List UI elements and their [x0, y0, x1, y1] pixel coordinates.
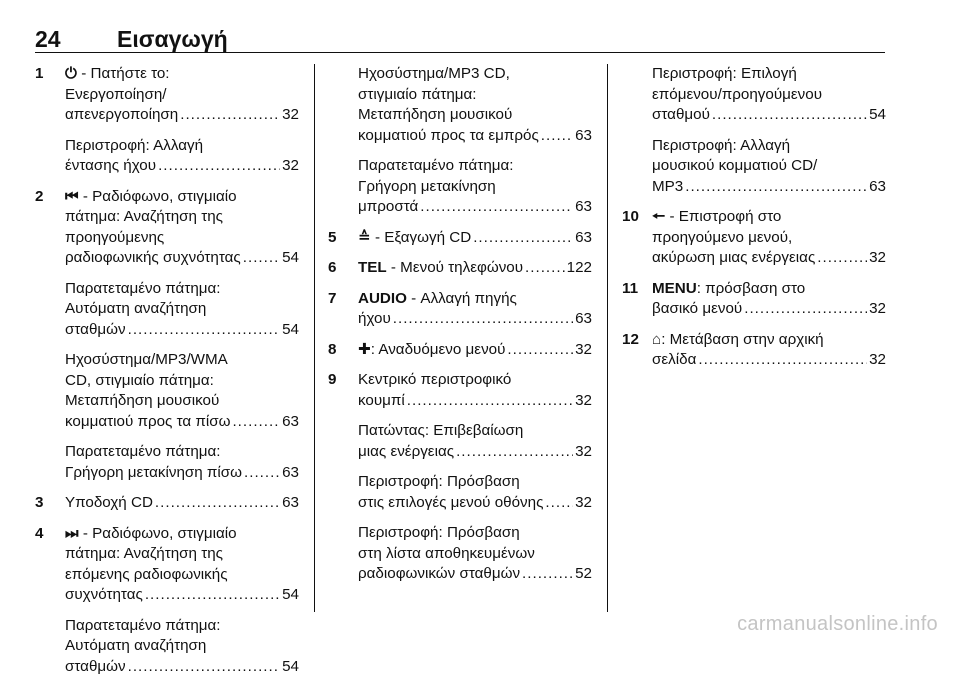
page-ref: 54 [282, 320, 299, 338]
entry-line: Παρατεταμένο πάτημα: [358, 157, 514, 174]
entry-2-sub-1 [35, 279, 299, 341]
toc-leader [155, 493, 280, 514]
toc-leader [145, 585, 280, 606]
page-ref: 32 [575, 442, 592, 460]
toc-text: συχνότητας [65, 586, 143, 603]
entry-text: : πρόσβαση στο [696, 279, 806, 297]
toc-line [65, 412, 299, 433]
entry-3 [35, 493, 299, 514]
toc-text: βασικό μενού [652, 300, 743, 317]
toc-text [358, 258, 523, 279]
entry-12 [622, 330, 886, 371]
entry-line: Πατώντας: Επιβεβαίωση [358, 422, 524, 439]
entry-2-sub-3 [35, 442, 299, 483]
toc-text: σταθμού [652, 106, 710, 123]
page-ref: 63 [575, 228, 592, 246]
page-number: 24 [35, 26, 61, 52]
entry-line: Μεταπήδηση μουσικού [358, 106, 513, 123]
entry-1 [35, 64, 299, 126]
toc-leader [817, 248, 867, 269]
toc-line [358, 442, 592, 463]
toc-line [65, 493, 299, 514]
column-3 [622, 64, 886, 381]
entry-9-cont-2 [622, 136, 886, 198]
tel-key-label: TEL [358, 259, 387, 276]
entry-line: στιγμιαίο πάτημα: [358, 85, 477, 103]
toc-leader [232, 412, 280, 433]
entry-text: - Μενού τηλεφώνου [386, 259, 524, 276]
entry-8 [328, 340, 592, 361]
toc-text: απενεργοποίηση [65, 106, 179, 123]
entry-6 [328, 258, 592, 279]
audio-key-label: AUDIO [358, 289, 407, 307]
entry-4-cont-1 [328, 64, 592, 146]
entry-line: Περιστροφή: Πρόσβαση [358, 473, 520, 490]
toc-text: ήχου [358, 310, 391, 327]
toc-text: μιας ενέργειας [358, 442, 455, 460]
page-ref: 63 [575, 126, 592, 144]
toc-leader [407, 391, 573, 412]
entry-text: - Πατήστε το: [77, 65, 170, 82]
entry-line: προηγούμενο μενού, [652, 228, 793, 246]
page-ref: 32 [282, 106, 299, 123]
entry-line: Αυτόματη αναζήτηση [65, 300, 207, 317]
page-ref: 32 [575, 493, 592, 511]
toc-line [358, 228, 592, 249]
entry-9-cont-1 [622, 64, 886, 126]
toc-line [652, 177, 886, 198]
entry-number: 5 [328, 228, 337, 246]
toc-text: ραδιοφωνικών σταθμών [358, 565, 521, 582]
entry-9-sub-1 [328, 421, 592, 462]
toc-line [358, 309, 592, 330]
entry-number: 10 [622, 208, 639, 225]
toc-leader [128, 657, 281, 678]
toc-line [65, 463, 299, 484]
entry-number: 3 [35, 494, 44, 511]
page-ref: 32 [869, 351, 886, 368]
toc-line [358, 493, 592, 514]
entry-line: Περιστροφή: Αλλαγή [65, 136, 204, 154]
page-ref: 32 [282, 157, 299, 174]
entry-line: στη λίστα αποθηκευμένων [358, 544, 535, 562]
toc-text: έντασης ήχου [65, 157, 157, 174]
entry-number: 9 [328, 371, 337, 388]
entry-9 [328, 370, 592, 411]
entry-number: 8 [328, 340, 337, 358]
entry-line [65, 524, 299, 545]
page-ref: 52 [575, 565, 592, 582]
entry-line: επόμενης ραδιοφωνικής [65, 565, 228, 583]
toc-text: μπροστά [358, 198, 419, 215]
toc-text: σταθμών [65, 320, 126, 338]
entry-line: Μεταπήδηση μουσικού [65, 392, 220, 409]
toc-line [65, 105, 299, 126]
page-title: Εισαγωγή [117, 26, 228, 52]
entry-line: Παρατεταμένο πάτημα: [65, 279, 221, 297]
toc-text: Υποδοχή CD [65, 494, 153, 511]
entry-text: - Εξαγωγή CD [370, 228, 472, 246]
toc-line [358, 197, 592, 218]
toc-leader [744, 299, 867, 320]
entry-line: Γρήγορη μετακίνηση [358, 177, 496, 195]
entry-number: 4 [35, 524, 44, 542]
page-ref: 32 [869, 249, 886, 266]
toc-line [358, 126, 592, 147]
entry-line: πάτημα: Αναζήτηση της [65, 545, 223, 562]
toc-line [65, 156, 299, 177]
entry-1-sub [35, 136, 299, 177]
column-divider-1 [314, 64, 315, 612]
page-ref: 63 [869, 177, 886, 195]
toc-text: στις επιλογές μενού οθόνης [358, 493, 544, 511]
page-ref: 54 [869, 106, 886, 123]
entry-number: 1 [35, 65, 44, 82]
entry-text: - Ραδιόφωνο, στιγμιαίο [78, 187, 237, 205]
page-ref: 54 [282, 586, 299, 603]
toc-text: σελίδα [652, 351, 697, 368]
column-2 [328, 64, 592, 595]
toc-line [652, 350, 886, 371]
entry-9-sub-3 [328, 523, 592, 585]
entry-10 [622, 207, 886, 269]
watermark: carmanualsonline.info [737, 613, 938, 635]
toc-line [358, 258, 592, 279]
entry-number: 12 [622, 330, 639, 348]
toc-leader [473, 228, 573, 249]
entry-line: Παρατεταμένο πάτημα: [65, 443, 221, 460]
toc-leader [522, 564, 573, 585]
toc-leader [243, 248, 280, 269]
entry-line: πάτημα: Αναζήτηση της [65, 208, 223, 225]
toc-leader [420, 197, 573, 218]
toc-text: Γρήγορη μετακίνηση πίσω [65, 463, 243, 481]
toc-text: MP3 [652, 177, 684, 195]
entry-line [652, 207, 886, 228]
entry-line: Περιστροφή: Πρόσβαση [358, 524, 520, 541]
entry-line [65, 64, 299, 85]
page-ref: 63 [282, 463, 299, 481]
toc-leader [128, 320, 281, 341]
toc-text [358, 228, 471, 249]
entry-number: 11 [622, 279, 639, 297]
page-ref: 122 [566, 259, 592, 276]
power-icon: ⏻ [65, 65, 78, 82]
toc-text: ακύρωση μιας ενέργειας [652, 249, 816, 266]
entry-4-cont-2 [328, 156, 592, 218]
page-ref: 63 [575, 198, 592, 215]
toc-line [65, 248, 299, 269]
toc-leader [525, 258, 565, 279]
entry-line: επόμενου/προηγούμενου [652, 85, 823, 103]
entry-line: Ενεργοποίηση/ [65, 85, 167, 103]
entry-line: Περιστροφή: Αλλαγή [652, 136, 791, 154]
page-ref: 32 [575, 340, 592, 358]
previous-track-icon: ⏮ [65, 187, 79, 205]
entry-line: Κεντρικό περιστροφικό [358, 371, 512, 388]
toc-text: σταθμών [65, 657, 126, 675]
entry-line [652, 330, 886, 351]
page-ref: 63 [575, 310, 592, 327]
menu-key-label: MENU [652, 279, 697, 297]
page-ref: 63 [282, 494, 299, 511]
entry-number: 2 [35, 187, 44, 205]
toc-line [65, 585, 299, 606]
home-icon: ⌂ [652, 330, 662, 348]
entry-line [652, 279, 886, 300]
entry-line: CD, στιγμιαίο πάτημα: [65, 371, 214, 389]
entry-line: Ηχοσύστημα/MP3 CD, [358, 65, 510, 82]
toc-text: κουμπί [358, 391, 405, 409]
column-1 [35, 64, 299, 687]
toc-line [358, 340, 592, 361]
toc-leader [507, 340, 573, 361]
toc-line [65, 320, 299, 341]
next-track-icon: ⏭ [65, 524, 79, 542]
entry-4-sub [35, 616, 299, 678]
entry-7 [328, 289, 592, 330]
entry-text: : Αναδυόμενο μενού [370, 340, 506, 358]
entry-line: μουσικού κομματιού CD/ [652, 157, 818, 174]
page-header [35, 22, 885, 53]
entry-5 [328, 228, 592, 249]
page-ref: 32 [575, 391, 592, 409]
toc-leader [244, 463, 280, 484]
entry-9-sub-2 [328, 472, 592, 513]
toc-text: ραδιοφωνικής συχνότητας [65, 249, 241, 266]
toc-leader [393, 309, 573, 330]
toc-leader [180, 105, 280, 126]
entry-line: Αυτόματη αναζήτηση [65, 637, 207, 654]
toc-leader [456, 442, 573, 463]
back-arrow-icon: 🠔 [652, 208, 666, 225]
entry-4 [35, 524, 299, 606]
toc-text: κομματιού προς τα εμπρός [358, 126, 539, 144]
toc-text: κομματιού προς τα πίσω [65, 412, 231, 430]
entry-line [358, 289, 592, 310]
eject-icon: ≙ [358, 228, 371, 246]
entry-2 [35, 187, 299, 269]
entry-line: προηγούμενης [65, 228, 165, 246]
entry-2-sub-2 [35, 350, 299, 432]
entry-text: - Αλλαγή πηγής [406, 289, 517, 307]
toc-leader [541, 126, 573, 147]
column-divider-2 [607, 64, 608, 612]
entry-number: 7 [328, 289, 337, 307]
plus-icon: ✚ [358, 340, 371, 358]
toc-line [652, 105, 886, 126]
toc-line [652, 299, 886, 320]
toc-leader [545, 493, 573, 514]
toc-line [358, 391, 592, 412]
page-ref: 54 [282, 657, 299, 675]
page-ref: 63 [282, 412, 299, 430]
entry-text: - Ραδιόφωνο, στιγμιαίο [78, 524, 237, 542]
toc-leader [698, 350, 867, 371]
toc-line [652, 248, 886, 269]
entry-11 [622, 279, 886, 320]
page-ref: 54 [282, 249, 299, 266]
toc-line [65, 657, 299, 678]
toc-text [358, 340, 505, 361]
toc-leader [685, 177, 867, 198]
toc-leader [158, 156, 280, 177]
entry-line: Ηχοσύστημα/MP3/WMA [65, 351, 228, 368]
entry-line: Περιστροφή: Επιλογή [652, 65, 797, 82]
entry-line [65, 187, 299, 208]
entry-number: 6 [328, 259, 337, 276]
toc-leader [712, 105, 867, 126]
entry-text: : Μετάβαση στην αρχική [661, 330, 824, 348]
entry-line: Παρατεταμένο πάτημα: [65, 616, 221, 634]
toc-line [358, 564, 592, 585]
page-ref: 32 [869, 300, 886, 317]
entry-text: - Επιστροφή στο [665, 208, 782, 225]
